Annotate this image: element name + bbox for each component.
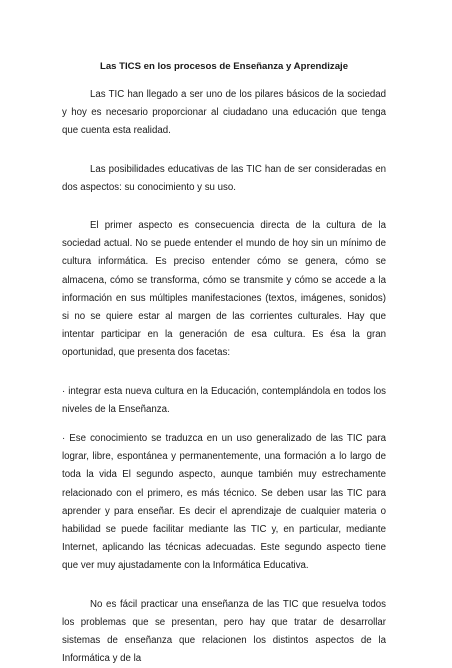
bullet-integrate-culture: · integrar esta nueva cultura en la Educación, contemplándola en todos los niveles de la Enseñanza.: [62, 385, 386, 415]
paragraph-possibilities: Las posibilidades educativas de las TIC han de ser consideradas en dos aspectos: su conocimiento y su uso.: [62, 163, 386, 193]
document-title: Las TICS en los procesos de Enseñanza y Aprendizaje: [99, 61, 349, 72]
document-page: [62, 60, 386, 668]
paragraph-intro: Las TIC han llegado a ser uno de los pilares básicos de la sociedad y hoy es necesario proporcionar al ciudadano una educación que tenga que cuenta esta realidad.: [62, 89, 386, 137]
paragraph-teaching-systems: No es fácil practicar una enseñanza de las TIC que resuelva todos los problemas que se presentan, pero hay que tratar de desarrollar sistemas de enseñanza que relacionen los distintos aspectos de la Informática y de la: [62, 598, 386, 665]
bullet-knowledge-use: · Ese conocimiento se traduzca en un uso generalizado de las TIC para lograr, libre, espontánea y permanentemente, una formación a lo largo de toda la vida El segundo aspecto, aunque también muy estrechamente relacionado con el primero, es más técnico. Se deben usar las TIC para aprender y para enseñar. Es decir el aprendizaje de cualquier materia o habilidad se puede facilitar mediante las TIC y, en particular, mediante Internet, aplicando las técnicas adecuadas. Este segundo aspecto tiene que ver muy ajustadamente con la Informática Educativa.: [62, 433, 386, 572]
paragraph-first-aspect: El primer aspecto es consecuencia directa de la cultura de la sociedad actual. No se puede entender el mundo de hoy sin un mínimo de cultura informática. Es preciso entender cómo se genera, cómo se almacena, cómo se transforma, cómo se transmite y cómo se accede a la información en sus múltiples manifestaciones (textos, imágenes, sonidos) si no se quiere estar al margen de las corrientes culturales. Hay que intentar participar en la generación de esa cultura. Es ésa la gran oportunidad, que presenta dos facetas:: [62, 220, 386, 359]
